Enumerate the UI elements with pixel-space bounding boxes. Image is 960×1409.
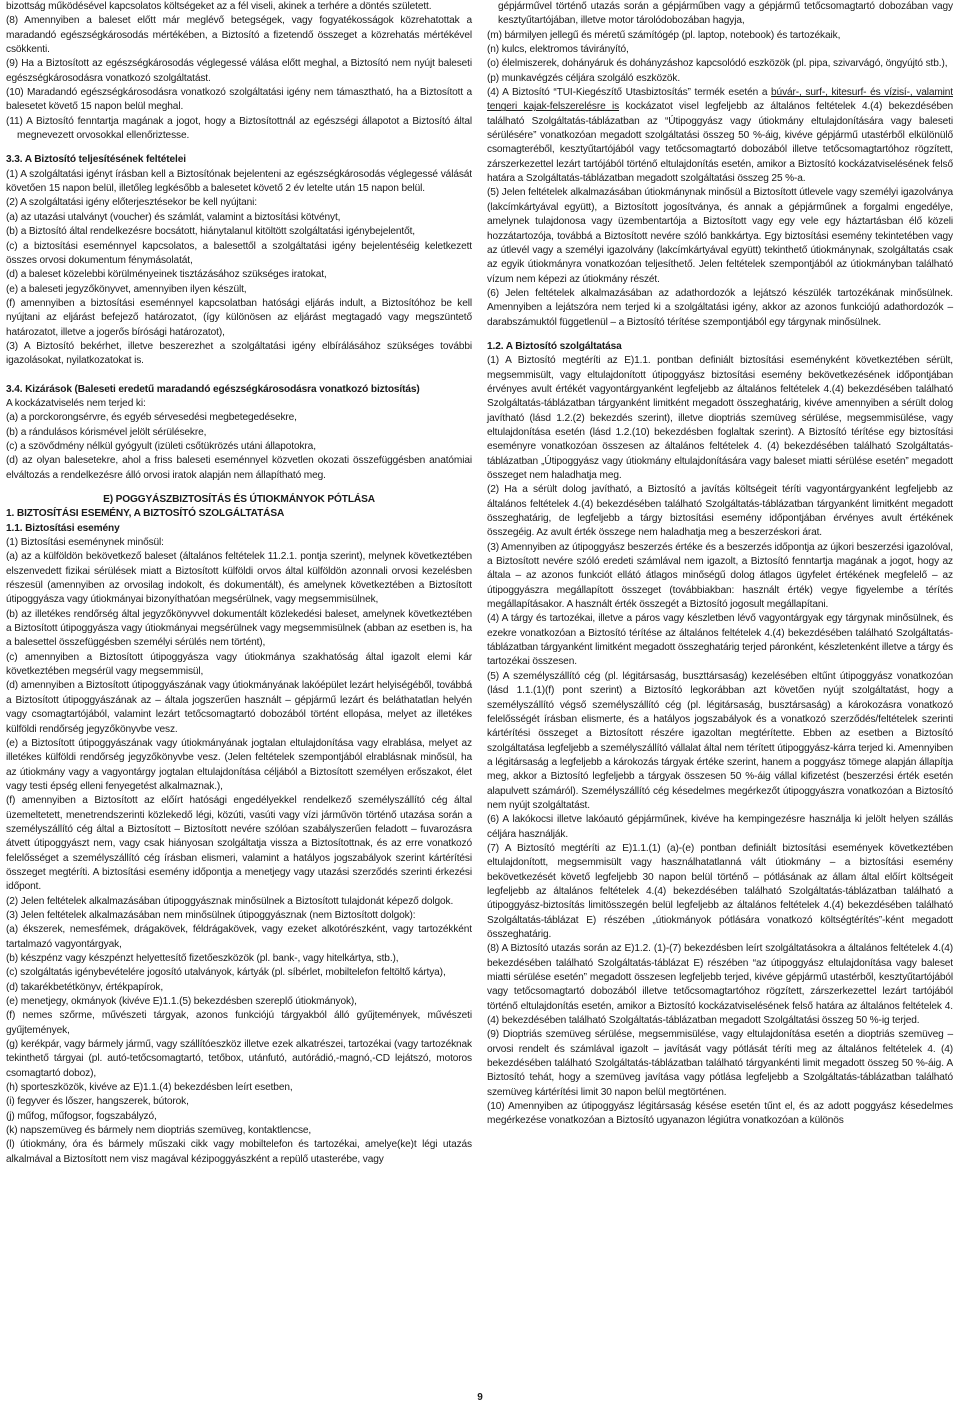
right-column	[487, 0, 953, 1129]
list-item: (d) takarékbetétkönyv, értékpapírok,	[6, 981, 164, 993]
paragraph: (10) Maradandó egészségkárosodásra vonatkozó szolgáltatási igény nem támasztható, ha a Biztosított a balesetet követő 15 napon belül meghal.	[6, 87, 472, 113]
list-item: (c) a szövődmény nélkül gyógyult (izületi csőtükrözés utáni állapotokra,	[6, 440, 316, 452]
underlined-text: búvár-, surf-, kitesurf- és vízisí-, valamint tengeri kajak-felszerelésre is	[487, 87, 954, 113]
section-heading-1-2: 1.2. A Biztosító szolgáltatása	[487, 340, 622, 352]
paragraph: (5) A személyszállító cég (pl. légitársaság, buszttársaság) kezelésében eltűnt útipoggyász vonatkozóan (lásd 1.1.(1)(f) pont szerint) a Biztosító legkorábban azt követően nyújt szolgáltatást, hogy a személyszállító végső személyszállító cég (pl. légitársaság, busztársaság) a károkozásra vonatkozó felelősségét írásban elismerte, és a hatályos jogszabályok és a vonatkozó szerződés/feltételek szerinti kártérítési összeget a Biztosított részére igazoltan megtérítette. Ebben az esetben a Biztosító szolgáltatása legfeljebb a személyszállító vállalat által nem térített útipoggyász-kárra terjed ki. Amennyiben a légitársaság a legfeljebb a károkozás tárgyak értéke szerint, hanem a poggyász tömege alapján állapítja meg, akkor a Biztosító legfeljebb a tárgyak összesen 50 %-áig vállal kifizetést (beszerzési érték esetén alapulvett számáról). Személyszállító cég késedelmes megérkezőt útipoggyászra vonatkozóan a Biztosító nem nyújt szolgáltatást.	[487, 670, 953, 811]
list-item: (b) a Biztosító által rendelkezésre bocsátott, hiánytalanul kitöltött szolgáltatási igénybejelentőt,	[6, 226, 415, 238]
paragraph: A kockázatviselés nem terjed ki:	[6, 397, 146, 409]
section-heading-1-1: 1.1. Biztosítási esemény	[6, 522, 120, 534]
paragraph: bizottság működésével kapcsolatos költségeket az a fél viseli, akinek a terhére a döntés született.	[6, 1, 432, 12]
list-item: (i) fegyver és lőszer, hangszerek, bútorok,	[6, 1096, 189, 1108]
list-item: (d) a baleset közelebbi körülményeinek tisztázásához szükséges iratokat,	[6, 269, 327, 281]
list-item: (k) napszemüveg és bármely nem dioptriás szemüveg, kontaktlencse,	[6, 1125, 312, 1137]
paragraph: (9) Dioptriás szemüveg sérülése, megsemmisülése, vagy eltulajdonítása esetén a dioptriás szemüveg – orvosi rendelt és számlával igazolt – javítását vagy pótlását téríti meg az általános feltételek 4. (4) bekezdésében található Szolgáltatás-táblázatban található tárgyankénti limit megadott összeg 50 %-áig. A Biztosító tehát, hogy a szemüveg javítása vagy pótlása legfeljebb a Szolgáltatás-táblázatban található szemüveg kártérítési limit 30 napon belül megtörténen.	[487, 1029, 953, 1098]
paragraph: (3) Jelen feltételek alkalmazásában nem minősülnek útipoggyásznak (nem Biztosított dolgok):	[6, 909, 416, 921]
paragraph: (2) Ha a sérült dolog javítható, a Biztosító a javítás költségeit téríti vagyontárgyanként legfeljebb az általános feltételek 4.(4) bekezdésében található Szolgáltatás-táblázatban tárgyanként limitként megadott összeghatárig, de legfeljebb a tárgy biztosítási esemény időpontjában érvényes avult értékének összegéig. Az avult érték összege nem haladhatja meg a beszerzéskori árat.	[487, 484, 953, 539]
list-item: (e) a baleseti jegyzőkönyvet, amennyiben ilyen készült,	[6, 283, 247, 295]
paragraph: (6) A lakókocsi illetve lakóautó gépjárműnek, kivéve ha kempingezésre használja ki jelölt helyen szállás céljára használják.	[487, 814, 953, 840]
list-item: (e) menetjegy, okmányok (kivéve E)1.1.(5) bekezdésben szereplő útiokmányok),	[6, 996, 357, 1008]
list-item: (m) bármilyen jellegű és méretű számítógép (pl. laptop, notebook) és tartozékaik,	[487, 29, 841, 41]
paragraph: (7) A Biztosító megtéríti az E)1.1.(1) (a)-(e) pontban definiált biztosítási események következtében eltulajdonított, megsemmisült vagy használhatatlanná vált útiokmány – a biztosítási esemény bekövetkezését követő legfeljebb 30 napon belül történő – pótlásának az állam által előírt költségeit legfeljebb az általános feltételek 4.(4) bekezdésében található Szolgáltatás-táblázatban található a útipoggyász-biztosítás limitösszegén belül legfeljebb az általános feltételek 4.(4) bekezdésében található Szolgáltatás-táblázat E) részében „útiokmányok pótlására vonatkozó költségtérítés”-ként megadott összeghatárig.	[487, 842, 953, 940]
chapter-heading-e: E) POGGYÁSZBIZTOSÍTÁS ÉS ÚTIOKMÁNYOK PÓTLÁSA	[103, 494, 375, 505]
paragraph: (1) A szolgáltatási igényt írásban kell a Biztosítónak bejelenteni az egészségkárosodás véglegessé válását követően 15 napon belül, illetőleg legkésőbb a balesetet követő 2 év letelte után 15 napon belül.	[6, 168, 472, 195]
list-item: (a) ékszerek, nemesfémek, drágakövek, féldrágakövek, vagy ezeket alkotórészként, vagy tartozékként tartalmazó vagyontárgyak,	[6, 924, 472, 950]
paragraph: (9) Ha a Biztosított az egészségkárosodás véglegessé válása előtt meghal, a Biztosító nem nyújt baleseti egészségkárosodásra vonatkozó szolgáltatást.	[6, 58, 472, 84]
paragraph: (8) A Biztosító utazás során az E)1.2. (1)-(7) bekezdésben leírt szolgáltatásokra a általános feltételek 4.(4) bekezdésében található Szolgáltatás-táblázat E) részében “az útipoggyász eltulajdonítása vagy baleset miatti sérülése esetén” megadott összesen legfeljebb terjed, kivéve gépjármű utastérből, kesztyűtartójából vagy tetőcsomagtartó dobozából illetve tetőcsomagtartóhoz rögzített, zárszerkezettel lezárt tartójából történő eltulajdonítás esetén, amikor a Biztosító kockázatviselésének felső határa az általános feltételek 4.(4) bekezdésében található Szolgáltatás-táblázatban megadott Szolgáltatási összeg 50 %-ig terjed.	[487, 943, 953, 1027]
list-item: (a) az a külföldön bekövetkező baleset (általános feltételek 11.2.1. pontja szerint), melynek következtében elszenvedett fizikai sérülések miatt a Biztosított külföldi orvos által külföldön azonnali orvosi kezelésben részesül (amennyiben az orvosilag indokolt, és dokumentált), és amelynek következtében a Biztosított útipoggyásza vagy útiokmányai bizonyíthatóan megsérülnek, vagy megsemmisülnek,	[6, 551, 472, 606]
paragraph: gépjárművel történő utazás során a gépjárműben vagy a gépjármű tetőcsomagtartó dobozában vagy kesztyűtartójában, illetve motor tárolódobozában hagyja,	[498, 1, 953, 27]
list-item: (d) az olyan balesetekre, ahol a friss baleseti eseménnyel közvetlen okozati összefüggésben anatómiai elváltozás a rendelkezésre álló orvosi iratok alapján nem állapítható meg.	[6, 455, 472, 481]
paragraph: (8) Amennyiben a baleset előtt már meglévő betegségek, vagy fogyatékosságok közrehatottak a maradandó egészségkárosodás mértékében, a Biztosító a fizetendő összeget a közrehatás mértékével csökkenti.	[6, 15, 472, 56]
list-item: (j) műfog, műfogsor, fogszabályzó,	[6, 1110, 157, 1122]
list-item: (f) amennyiben a biztosítási eseménnyel kapcsolatban hatósági eljárás indult, a Biztosítóhoz be kell nyújtani az eljárást befejező határozatot, (így különösen az eljárást megtagadó vagy megszüntető határozatot, illetve a jogerős bírósági határozatot),	[6, 297, 472, 338]
section-heading-3-4: 3.4. Kizárások (Baleseti eredetű maradandó egészségkárosodásra vonatkozó biztosítás)	[6, 383, 420, 395]
paragraph: (3) Amennyiben az útipoggyász beszerzés értéke és a beszerzés időpontja az újkori beszerzési igazolóval, a Biztosított nevére szóló eredeti számlával nem igazolt, a Biztosító fenntartja magának a jogot, hogy az általa – az azonos funkciót ellátó átlagos minőségű dolog átlagos ügyfelet értékének megfelelő – az útipoggyászra megállapított összeget (továbbiakban: használt érték) vegye figyelembe a térítés megállapításakor. A használt érték összegét a Biztosító jogosult megállapítani.	[487, 541, 953, 611]
list-item: (h) sporteszközök, kivéve az E)1.1.(4) bekezdésben leírt esetben,	[6, 1082, 293, 1094]
paragraph: (1) Biztosítási eseménynek minősül:	[6, 537, 164, 549]
paragraph: (3) A Biztosító bekérhet, illetve beszerezhet a szolgáltatási igény elbírálásához szükséges további igazolásokat, nyilatkozatokat is.	[6, 340, 472, 367]
list-item: (b) készpénz vagy készpénzt helyettesítő fizetőeszközök (pl. bank-, vagy hitelkártya, stb.),	[6, 953, 399, 964]
section-heading-3-3: 3.3. A Biztosító teljesítésének feltételei	[6, 154, 186, 166]
paragraph: (11) A Biztosító fenntartja magának a jogot, hogy a Biztosítottnál az egészségi állapotot a Biztosító által megnevezett orvosokkal ellenőriztesse.	[6, 115, 472, 142]
list-item: (d) amennyiben a Biztosított útipoggyászának vagy útiokmányának lakóépület lezárt helyiségéből, továbbá a Biztosított útipoggyászának az – általa jogszerűen használt – gépjármű lezárt és beláthatatlan helyén vagy csomagtartójából, valamint lezárt tetőcsomagtartó dobozából történt ellopása, melyet az illetékes külföldi rendőrség jegyzőkönyvbe vesz.	[6, 680, 472, 735]
list-item: (f) nemes szőrme, művészeti tárgyak, azonos funkciójú tárgyakból álló gyűjtemények, művészeti gyűjtemények,	[6, 1010, 472, 1036]
list-item: (p) munkavégzés céljára szolgáló eszközök.	[487, 72, 681, 84]
text-run: kockázatot visel legfeljebb az általános feltételek 4.(4) bekezdésében található Szolgáltatás-táblázatban az “Útipoggyász vagy útiokmány eltulajdonítására vagy baleseti sérülésére” vonatkozóan megadott szolgáltatási összeg 50 %-áig, kivéve gépjármű utastérből elkülönülő csomagteréből, kesztyűtartójából vagy tetőcsomagtartó dobozából illetve tetőcsomagtartóhoz rögzített, zárszerkezettel lezárt tartójából történő eltulajdonítás esetén, amikor a Biztosító kockázatviselésének felső határa a Szolgáltatás-táblázatban megadott szolgáltatási összeg 25 %-a.	[487, 101, 953, 185]
list-item: (n) kulcs, elektromos távirányító,	[487, 44, 629, 56]
paragraph: (2) A szolgáltatási igény előterjesztésekor be kell nyújtani:	[6, 197, 258, 209]
list-item: (f) amennyiben a Biztosított az előírt hatósági engedélyekkel rendelkező személyszállító cég által üzemeltetett, menetrendszerinti közlekedő légi, közúti, vasúti vagy vízi járművön történő utazása során a személyszállító cég által a Biztosított – Biztosított nevére szólóan szabályszerűen feladott – fuvarozásra átvett útipoggyászt nem, vagy csak hiányosan szolgáltatja vissza a Biztosítottnak, és az erre vonatkozó felelősséget a személyszállító cég írásban elismeri, valamint a hatályos jogszabályok szerint kártérítési összeget megtéríti. A biztosítási esemény időpontja a menetjegy vagy utazási szerződés szerinti érkezési időpont.	[6, 795, 472, 893]
left-column	[6, 0, 472, 1167]
list-item: (a) a porckorongsérvre, és egyéb sérvesedési megbetegedésekre,	[6, 412, 297, 424]
list-item: (c) amennyiben a Biztosított útipoggyásza vagy útiokmánya szakhatóság által igazolt elemi kár következtében megsérül vagy megsemmisül,	[6, 651, 472, 678]
list-item: (c) szolgáltatás igénybevételére jogosító utalványok, kártyák (pl. síbérlet, mobiltelefon feltöltő kártya),	[6, 967, 446, 979]
text-run: (4) A Biztosító “TUI-Kiegészítő Utasbiztosítás” termék esetén a	[487, 87, 772, 99]
paragraph: (4) A tárgy és tartozékai, illetve a páros vagy készletben lévő vagyontárgyak egy tárgynak minősülnek, és ezekre vonatkozóan a Biztosító térítése az általános feltételek 4.(4) bekezdésében található Szolgáltatás-táblázatban tárgyanként limitként megadott összeghatárig terjed páronként, készletenként illetve a tárgy és tartozékai összesen.	[487, 613, 953, 668]
paragraph: (10) Amennyiben az útipoggyász légitársaság késése esetén tűnt el, és az adott poggyász késedelmes megérkezése vonatkozóan a Biztosító ugyanazon légiútra vonatkozóan a különös	[487, 1101, 953, 1127]
list-item: (a) az utazási utalványt (voucher) és számlát, valamint a biztosítási kötvényt,	[6, 211, 341, 223]
list-item: (o) élelmiszerek, dohányáruk és dohányzáshoz kapcsolódó eszközök (pl. pipa, szivarvágó, öngyújtó stb.),	[487, 58, 948, 70]
list-item: (c) a biztosítási eseménnyel kapcsolatos, a balesettől a szolgáltatási igény bejelentéséig keletkezett összes orvosi dokumentum fénymásolatát,	[6, 240, 472, 266]
list-item: (e) a Biztosított útipoggyászának vagy útiokmányának jogtalan eltulajdonítása vagy elrablása, melyet az illetékes külföldi rendőrség jegyzőkönyvbe vesz. (Jelen feltételek szempontjából elrablásnak minősül, ha az útiokmány vagy a vagyontárgy jogtalan eltulajdonítása céljából a Biztosított személyen erőszakot, élet vagy testi épség elleni fenyegetést alkalmaznak.),	[6, 737, 472, 792]
page-number: 9	[477, 1392, 483, 1403]
section-heading-1: 1. BIZTOSÍTÁSI ESEMÉNY, A BIZTOSÍTÓ SZOLGÁLTATÁSA	[6, 508, 285, 520]
paragraph: (2) Jelen feltételek alkalmazásában útipoggyásznak minősülnek a Biztosított tulajdonát képező dolgok.	[6, 895, 454, 907]
list-item: (l) útiokmány, óra és bármely műszaki cikk vagy mobiltelefon és tartozékai, amelye(ke)t légi utazás alkalmával a Biztosított nem visz magával kézipoggyászként a repülő utasterébe, vagy	[6, 1139, 472, 1165]
paragraph	[487, 86, 953, 186]
paragraph: (6) Jelen feltételek alkalmazásában az adathordozók a lejátszó készülék tartozékának minősülnek. Amennyiben a lejátszóra nem terjed ki a szolgáltatási igény, akkor az azonos funkciójú adathordozók – darabszámuktól függetlenül – a Biztosító térítése szempontjából egy tárgynak minősülnek.	[487, 287, 953, 328]
paragraph: (1) A Biztosító megtéríti az E)1.1. pontban definiált biztosítási eseményként következtében sérült, megsemmisült, vagy eltulajdonított útipoggyász biztosítási esemény bekövetkezésének időpontjában érvényes avult értékét vagyontárgyanként legfeljebb az általános feltételek 4.(4) bekezdésében található Szolgáltatás-táblázatban tárgyanként limitként megadott összeghatárig, kivéve amennyiben a sérült dolog javítható (lásd 1.2.(2) bekezdés szerint), illetve dioptriás szemüveg sérülése, megsemmisülése, vagy eltulajdonítása esetén (lásd 1.2.(10) bekezdésben foglaltak szerint). A Biztosító térítése egy biztosítási eseményre vonatkozóan összesen az általános feltételek 4. (4) bekezdésében található Szolgáltatás-táblázatban „Útipoggyász vagy útiokmány eltulajdonítására vagy baleset miatti sérülése esetén” megadott összeget nem haladhatja meg.	[487, 355, 953, 481]
list-item: (b) az illetékes rendőrség által jegyzőkönyvvel dokumentált közlekedési baleset, amelynek következtében a Biztosított útipoggyásza vagy útiokmányai megsérülnek vagy megsemmisülnek (abban az esetben is, ha a balesettel összefüggésben személyi sérülés nem történt),	[6, 608, 472, 649]
paragraph: (5) Jelen feltételek alkalmazásában útiokmánynak minősül a Biztosított útlevele vagy személyi igazolványa (lakcímkártyával együtt), a Biztosított jogosítványa, és annak a gépjárműnek a forgalmi engedélye, amelynek tulajdonosa vagy üzembentartója a Biztosított vagy egy vele egy háztartásban élő közeli hozzátartozója, továbbá a Biztosított nevére szóló bankkártya. Egy biztosítási esemény tekintetében vagy az útlevél vagy a személyi igazolvány (lakcímkártyával együtt) tekinthető útiokmánynak, szolgáltatás csak az egyik útiokmányra vonatkozóan teljesíthető. Jelen feltételek szempontjából az útiokmányban található vízum nem képezi az útiokmány részét.	[487, 187, 953, 285]
list-item: (g) kerékpár, vagy bármely jármű, vagy szállítóeszköz illetve ezek alkatrészei, tartozékai (vagy tartozéknak tekinthető tárgyai (pl. autó-tetőcsomagtartó, tetőbox, utánfutó, autórádió,-magnó,-CD lejátszó, motoros csomagtartó doboz),	[6, 1039, 472, 1079]
list-item: (b) a rándulásos kórismével jelölt sérülésekre,	[6, 426, 207, 438]
